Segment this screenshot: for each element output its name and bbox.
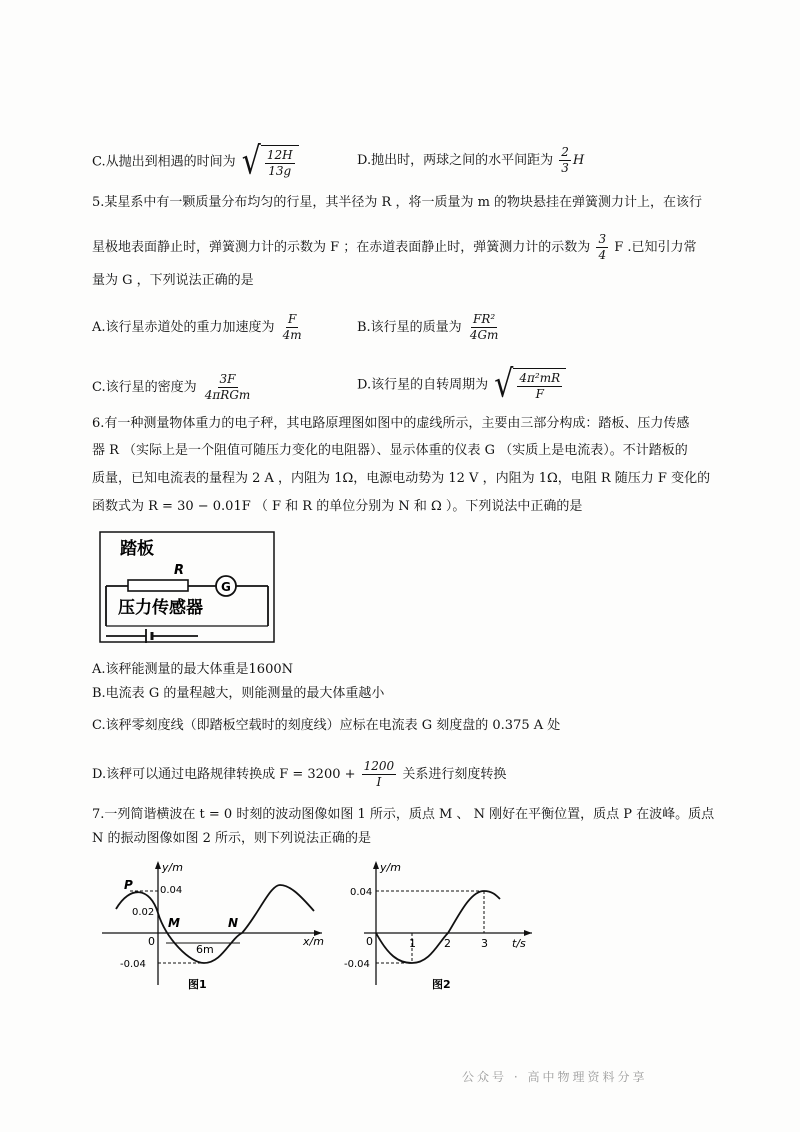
q4-option-c	[92, 139, 299, 184]
y-axis-label: y/m	[380, 861, 401, 874]
y-tick-pos: 0.04	[160, 885, 183, 896]
y-tick-pos: 0.04	[350, 887, 373, 898]
q6-option-d: D.该秤可以通过电路规律转换成 F = 3200 + $\frac{1200}{I}$ 关系进行刻度转换	[92, 759, 507, 789]
q5-stem-line3: 量为 G ，下列说法正确的是	[92, 273, 254, 288]
q4-option-d: D.抛出时，两球之间的水平间距为 $\frac{2}{3}$ H	[357, 145, 585, 175]
q6-stem-line2: 器 R （实际上是一个阻值可随压力变化的电阻器）、显示体重的仪表 G （实质上是电流表）。不计踏板的	[92, 443, 688, 458]
q6-stem-line4: 函数式为 R = 30 − 0.01F （ F 和 R 的单位分别为 N 和 Ω ）。下列说法中正确的是	[92, 499, 583, 514]
origin-label: 0	[148, 935, 155, 948]
t-tick-3: 3	[481, 937, 488, 950]
sqrt-sign: √ $\frac{\text{4π²mR}}{F}$	[494, 368, 566, 402]
t-tick-2: 2	[444, 937, 451, 950]
span-label: 6m	[196, 943, 214, 956]
y-axis-label: y/m	[162, 861, 183, 874]
watermark: 公众号 · 高中物理资料分享	[462, 1070, 648, 1084]
vibration-curve	[376, 891, 500, 963]
q5-option-b: B.该行星的质量为 $\frac{\text{FR²}}{4Gm}$	[357, 312, 499, 342]
q6-option-a: A.该秤能测量的最大体重是1600N	[92, 662, 293, 677]
origin-label: 0	[366, 935, 373, 948]
y-axis-arrow	[373, 861, 379, 869]
y-tick-neg: -0.04	[344, 959, 370, 970]
wave-graph-figure1	[100, 855, 330, 995]
y-tick-neg: -0.04	[120, 959, 146, 970]
q7-stem-line1: 7.一列简谐横波在 t = 0 时刻的波动图像如图 1 所示，质点 M 、 N 刚好在平衡位置，质点 P 在波峰。质点	[92, 807, 715, 822]
q6-option-c: C.该秤零刻度线（即踏板空载时的刻度线）应标在电流表 G 刻度盘的 0.375 A 处	[92, 718, 561, 733]
q5-stem-line1: 5.某星系中有一颗质量分布均匀的行星，其半径为 R ，将一质量为 m 的物块悬挂在弹簧测力计上，在该行	[92, 195, 703, 210]
sqrt-sign: √ $\frac{12H}{13g}$	[242, 145, 299, 179]
fraction: $\frac{\text{FR²}}{4Gm}$	[469, 312, 499, 342]
figure2-caption: 图2	[432, 978, 451, 991]
t-axis-label: t/s	[512, 937, 526, 950]
wave-curve	[116, 885, 314, 963]
q5-option-a: A.该行星赤道处的重力加速度为 $\frac{F}{4m}$	[92, 312, 302, 342]
fraction: $\frac{F}{4m}$	[282, 312, 302, 342]
galvanometer-label: G	[221, 580, 231, 594]
y-tick-mid: 0.02	[132, 907, 155, 918]
q4-option-c-text: C.从抛出到相遇的时间为	[92, 154, 236, 170]
resistor	[128, 580, 188, 591]
y-axis-arrow	[155, 861, 161, 869]
q5-stem-line2: 星极地表面静止时，弹簧测力计的示数为 F ；在赤道表面静止时，弹簧测力计的示数为 $\frac{3}{4}$ F .已知引力常	[92, 232, 697, 262]
fraction: $\frac{1200}{I}$	[363, 759, 395, 789]
q5-option-c: C.该行星的密度为 $\frac{3F}{\text{4πRGm}}$	[92, 372, 251, 402]
circuit-diagram	[98, 530, 278, 645]
fraction: $\frac{3}{4}$	[598, 232, 607, 262]
q5-option-d: D.该行星的自转周期为 √ $\frac{\text{4π²mR}}{F}$	[357, 368, 566, 402]
resistor-label: R	[174, 563, 185, 578]
t-axis-arrow	[524, 930, 532, 936]
t-tick-1: 1	[409, 937, 416, 950]
point-m-label: M	[168, 916, 180, 930]
vibration-graph-figure2	[340, 855, 540, 995]
sensor-label: 压力传感器	[118, 598, 203, 618]
pedal-label: 踏板	[120, 539, 154, 559]
q6-option-b: B.电流表 G 的量程越大，则能测量的最大体重越小	[92, 686, 385, 701]
x-axis-label: x/m	[303, 935, 324, 948]
q6-stem-line3: 质量，已知电流表的量程为 2 A ，内阻为 1Ω，电源电动势为 12 V ，内阻为 1Ω，电阻 R 随压力 F 变化的	[92, 471, 711, 486]
q7-stem-line2: N 的振动图像如图 2 所示，则下列说法正确的是	[92, 831, 372, 846]
fraction: $\frac{2}{3}$	[561, 145, 569, 175]
fraction: $\frac{3F}{\text{4πRGm}}$	[204, 372, 251, 402]
point-n-label: N	[228, 916, 239, 930]
q6-stem-line1: 6.有一种测量物体重力的电子秤，其电路原理图如图中的虚线所示，主要由三部分构成：踏板、压力传感	[92, 416, 690, 431]
figure1-caption: 图1	[188, 978, 207, 991]
point-p-label: P	[124, 878, 133, 892]
